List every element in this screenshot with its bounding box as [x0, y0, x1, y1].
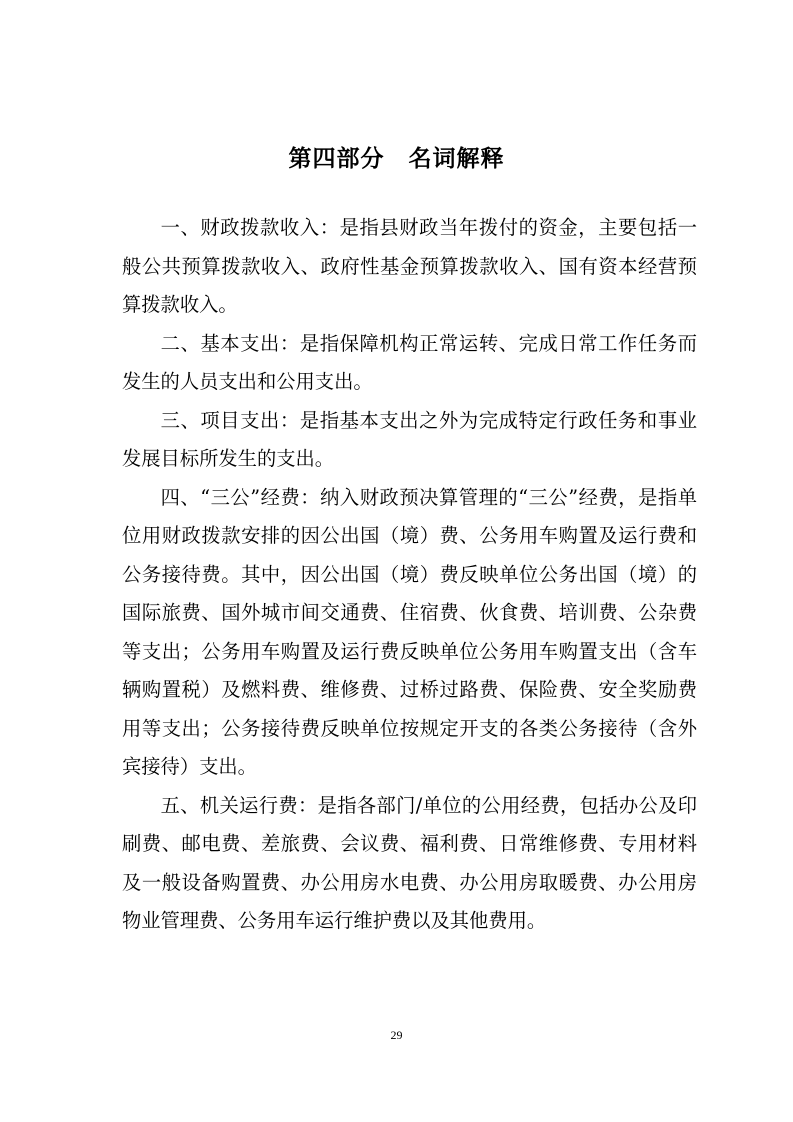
paragraph-2: 二、基本支出：是指保障机构正常运转、完成日常工作任务而发生的人员支出和公用支出。: [122, 331, 697, 393]
paragraph-5: 五、机关运行费：是指各部门/单位的公用经费，包括办公及印刷费、邮电费、差旅费、会议费、福利费、日常维修费、专用材料及一般设备购置费、办公用房水电费、办公用房取暖费、办公用房物业管理费、公务用车运行维护费以及其他费用。: [122, 793, 697, 932]
page-title: 第四部分 名词解释: [288, 146, 505, 172]
paragraph-1: 一、财政拨款收入：是指县财政当年拨付的资金，主要包括一般公共预算拨款收入、政府性基金预算拨款收入、国有资本经营预算拨款收入。: [122, 216, 697, 316]
paragraph-4: 四、“三公”经费：纳入财政预决算管理的“三公”经费，是指单位用财政拨款安排的因公出国（境）费、公务用车购置及运行费和公务接待费。其中，因公出国（境）费反映单位公务出国（境）的国际旅费、国外城市间交通费、住宿费、伙食费、培训费、公杂费等支出；公务用车购置及运行费反映单位公务用车购置支出（含车辆购置税）及燃料费、维修费、过桥过路费、保险费、安全奖励费用等支出；公务接待费反映单位按规定开支的各类公务接待（含外宾接待）支出。: [122, 485, 697, 778]
page-number: 29: [390, 1028, 403, 1042]
document-body: [122, 209, 697, 941]
paragraph-3: 三、项目支出：是指基本支出之外为完成特定行政任务和事业发展目标所发生的支出。: [122, 408, 697, 470]
